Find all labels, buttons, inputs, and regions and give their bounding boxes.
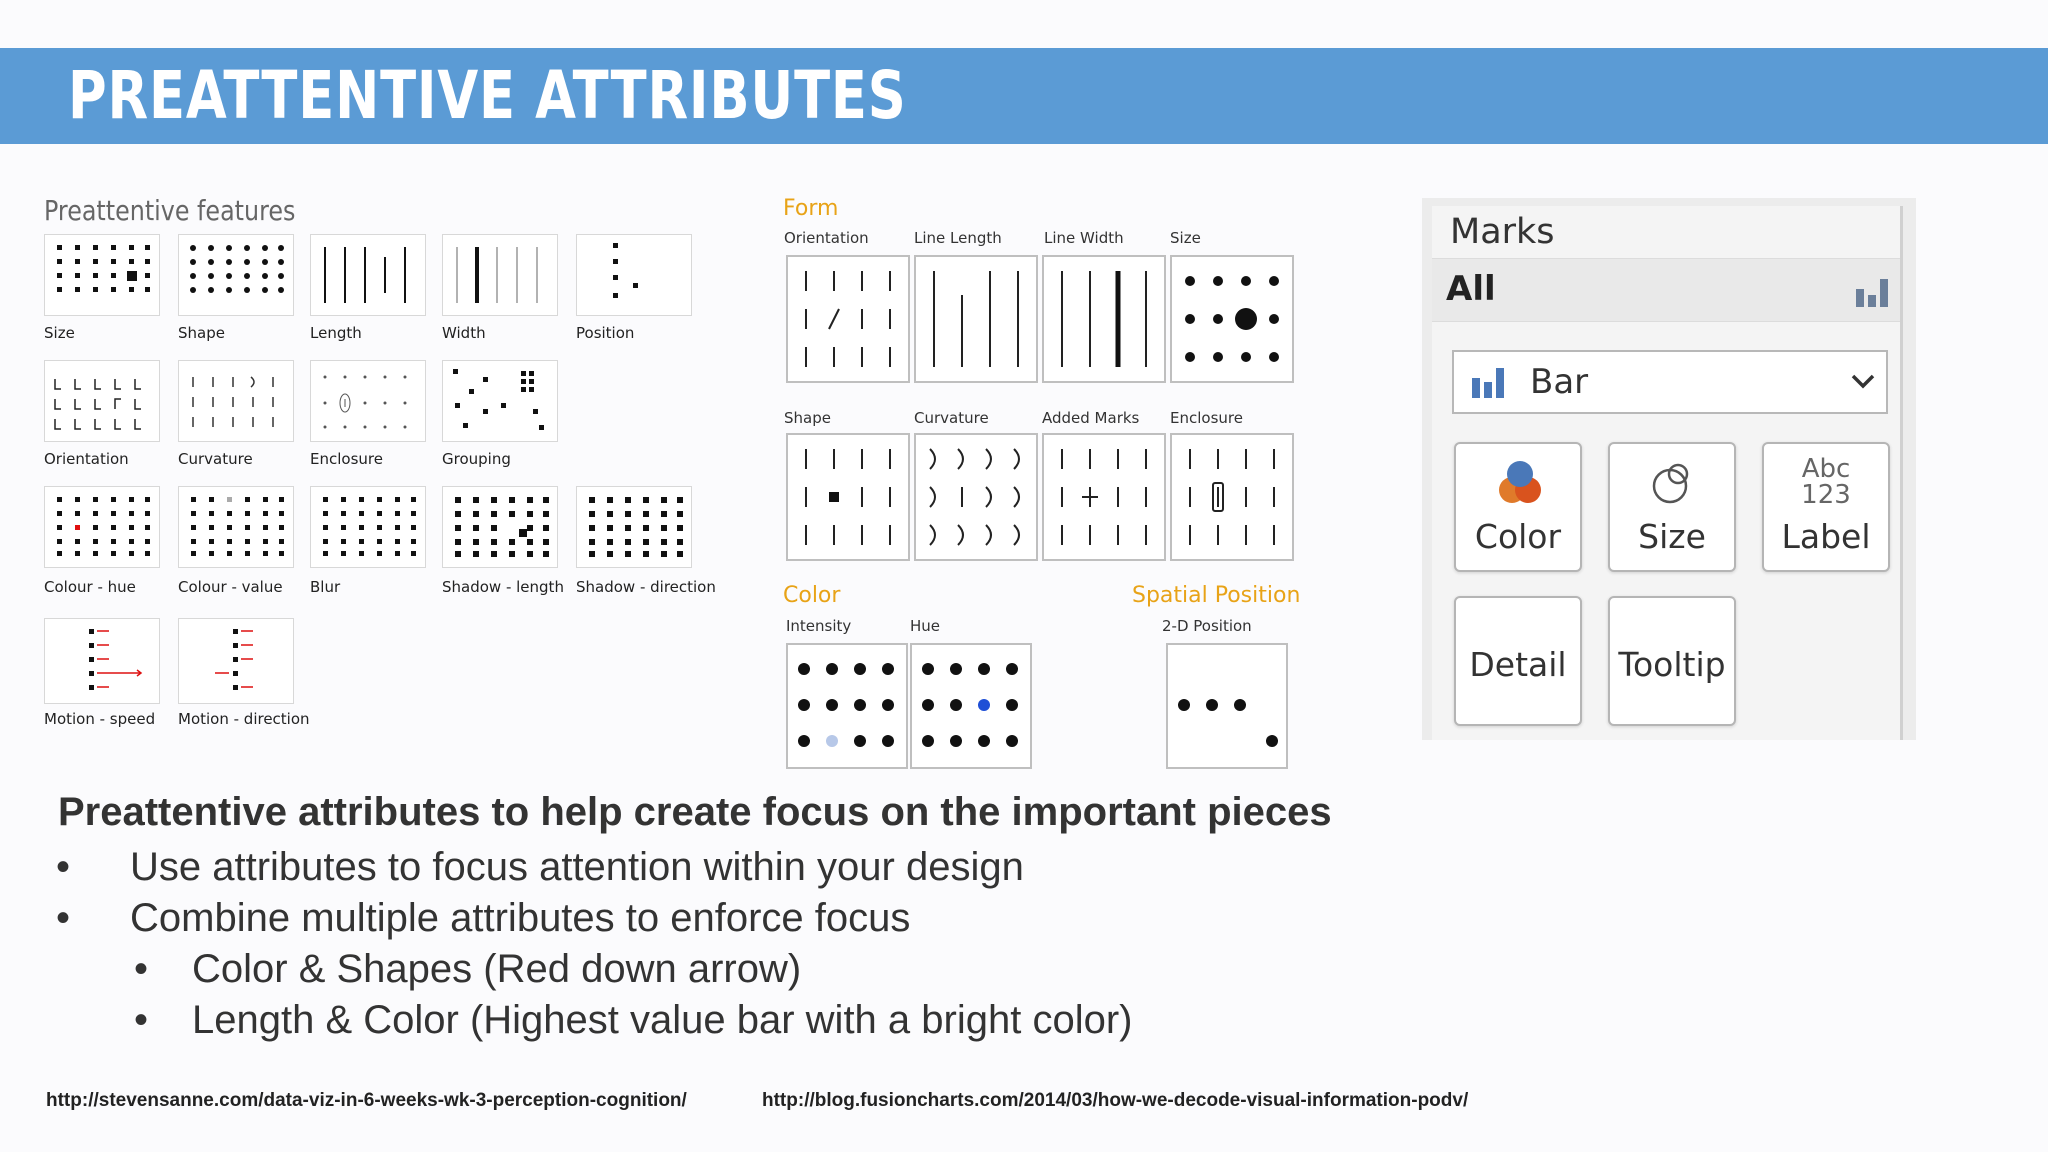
caption-shadow-length: Shadow - length: [442, 578, 564, 596]
label-enclosure: Enclosure: [1170, 409, 1243, 427]
hue-dots-icon: [912, 645, 1030, 767]
label-button-label: Label: [1781, 517, 1871, 556]
shadow-length-dots-icon: [443, 487, 557, 567]
caption-width: Width: [442, 324, 486, 342]
detail-button-label: Detail: [1469, 645, 1567, 684]
label-intensity: Intensity: [786, 617, 852, 635]
tile-grouping: [442, 360, 558, 442]
source-link-1[interactable]: http://stevensanne.com/data-viz-in-6-weeks-wk-3-perception-cognition/: [46, 1090, 687, 1111]
caption-colour-hue: Colour - hue: [44, 578, 136, 596]
size-dots-icon: [45, 235, 159, 315]
caption-colour-value: Colour - value: [178, 578, 283, 596]
sub-bullet-symbol: •: [134, 998, 149, 1042]
caption-curvature: Curvature: [178, 450, 253, 468]
caption-size: Size: [44, 324, 75, 342]
colour-value-dots-icon: [179, 487, 293, 567]
bar-chart-icon: [1854, 273, 1896, 309]
curvature-marks-icon: [179, 361, 293, 441]
box-curvature: [914, 433, 1038, 561]
orientation-lines-icon: [788, 257, 908, 381]
bullet-2: Combine multiple attributes to enforce focus: [130, 896, 911, 940]
size-circles-icon: [1650, 458, 1698, 506]
label-added-marks: Added Marks: [1042, 409, 1140, 427]
tile-shadow-length: [442, 486, 558, 568]
marks-card: [1422, 198, 1916, 740]
tile-blur: [310, 486, 426, 568]
tile-colour-value: [178, 486, 294, 568]
sub-bullet-symbol: •: [134, 947, 149, 991]
color-button-label: Color: [1474, 517, 1562, 556]
bullet-1: Use attributes to focus attention within your design: [130, 845, 1024, 889]
label-hue: Hue: [910, 617, 941, 635]
spatial-title: Spatial Position: [1132, 583, 1301, 608]
caption-blur: Blur: [310, 578, 341, 596]
caption-position: Position: [576, 324, 635, 342]
content-heading: Preattentive attributes to help create focus on the important pieces: [58, 790, 1332, 834]
box-2d-position: [1166, 643, 1288, 769]
chevron-down-icon: [1850, 372, 1876, 392]
label-orientation: Orientation: [784, 229, 869, 247]
tile-length: [310, 234, 426, 316]
tile-orientation: [44, 360, 160, 442]
color-title: Color: [783, 583, 841, 608]
label-button[interactable]: [1762, 442, 1890, 572]
marks-all-label: All: [1446, 269, 1496, 309]
line-width-icon: [1044, 257, 1164, 381]
enclosure-lines-icon: [1172, 435, 1292, 559]
sub-bullet-2: Length & Color (Highest value bar with a bright color): [192, 998, 1133, 1042]
caption-motion-direction: Motion - direction: [178, 710, 310, 728]
position-2d-dots-icon: [1168, 645, 1286, 767]
tile-width: [442, 234, 558, 316]
features-heading: Preattentive features: [44, 194, 296, 227]
tooltip-button-label: Tooltip: [1618, 645, 1726, 684]
grouping-dots-icon: [443, 361, 557, 441]
tile-enclosure: [310, 360, 426, 442]
bullet-symbol: •: [56, 896, 71, 940]
tile-position: [576, 234, 692, 316]
label-size: Size: [1170, 229, 1201, 247]
form-title: Form: [783, 196, 839, 221]
length-lines-icon: [311, 235, 425, 315]
box-added-marks: [1042, 433, 1166, 561]
label-abc-icon: Abc 123: [1801, 454, 1851, 510]
colour-hue-dots-icon: [45, 487, 159, 567]
color-button[interactable]: [1454, 442, 1582, 572]
mark-type-label: Bar: [1530, 362, 1589, 402]
label-2d-position: 2-D Position: [1162, 617, 1252, 635]
detail-button[interactable]: [1454, 596, 1582, 726]
box-size: [1170, 255, 1294, 383]
tile-curvature: [178, 360, 294, 442]
box-line-length: [914, 255, 1038, 383]
bar-mark-icon: [1470, 364, 1514, 400]
intensity-dots-icon: [788, 645, 906, 767]
label-line-width: Line Width: [1044, 229, 1124, 247]
shape-marks-icon: [788, 435, 908, 559]
added-marks-icon: [1044, 435, 1164, 559]
preattentive-features-figure: [40, 190, 720, 740]
caption-motion-speed: Motion - speed: [44, 710, 156, 728]
caption-length: Length: [310, 324, 362, 342]
form-color-spatial-figure: [780, 195, 1300, 775]
tile-shape: [178, 234, 294, 316]
bullet-symbol: •: [56, 845, 71, 889]
color-palette-icon: [1494, 458, 1546, 506]
curvature-arcs-icon: [916, 435, 1036, 559]
marks-title: Marks: [1450, 212, 1555, 252]
box-orientation: [786, 255, 910, 383]
tile-motion-direction: [178, 618, 294, 704]
position-dots-icon: [577, 235, 691, 315]
label-curvature: Curvature: [914, 409, 989, 427]
sub-bullet-1: Color & Shapes (Red down arrow): [192, 947, 802, 991]
size-button-label: Size: [1638, 517, 1706, 556]
source-link-2[interactable]: http://blog.fusioncharts.com/2014/03/how-we-decode-visual-information-podv/: [762, 1090, 1469, 1111]
box-enclosure: [1170, 433, 1294, 561]
mark-type-dropdown[interactable]: [1452, 350, 1888, 414]
box-hue: [910, 643, 1032, 769]
motion-direction-icon: [179, 619, 293, 703]
caption-shadow-direction: Shadow - direction: [576, 578, 716, 596]
label-line-length: Line Length: [914, 229, 1002, 247]
tile-shadow-direction: [576, 486, 692, 568]
width-lines-icon: [443, 235, 557, 315]
tile-motion-speed: [44, 618, 160, 704]
shape-dots-icon: [179, 235, 293, 315]
blur-dots-icon: [311, 487, 425, 567]
caption-shape: Shape: [178, 324, 225, 342]
orientation-marks-icon: [45, 361, 159, 441]
tooltip-button[interactable]: [1608, 596, 1736, 726]
caption-grouping: Grouping: [442, 450, 511, 468]
size-button[interactable]: [1608, 442, 1736, 572]
tile-colour-hue: [44, 486, 160, 568]
marks-all-row[interactable]: [1432, 258, 1900, 322]
label-shape: Shape: [784, 409, 831, 427]
slide-title: PREATTENTIVE ATTRIBUTES: [68, 57, 907, 134]
caption-enclosure: Enclosure: [310, 450, 383, 468]
box-line-width: [1042, 255, 1166, 383]
caption-orientation: Orientation: [44, 450, 129, 468]
shadow-direction-dots-icon: [577, 487, 691, 567]
box-intensity: [786, 643, 908, 769]
motion-speed-icon: [45, 619, 159, 703]
box-shape: [786, 433, 910, 561]
size-circles-icon: [1172, 257, 1292, 381]
line-length-icon: [916, 257, 1036, 381]
tile-size: [44, 234, 160, 316]
enclosure-marks-icon: [311, 361, 425, 441]
